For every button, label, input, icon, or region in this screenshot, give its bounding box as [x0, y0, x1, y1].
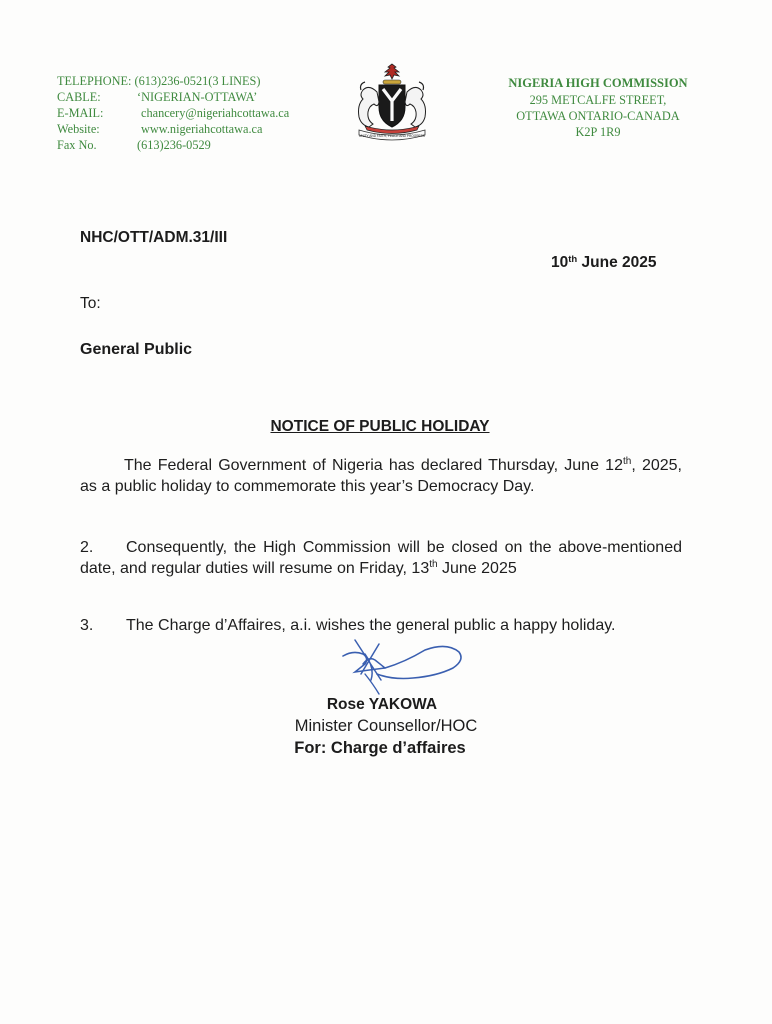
contact-label: Website: — [57, 122, 100, 136]
paragraph-1-text: The Federal Government of Nigeria has declared Thursday, June 12 — [124, 457, 623, 474]
coat-of-arms-icon — [347, 58, 437, 144]
paragraph-2 — [80, 537, 682, 579]
paragraph-2-text-cont: June 2025 — [437, 560, 517, 577]
paragraph-number: 3. — [80, 617, 94, 634]
paragraph-number: 2. — [80, 539, 94, 556]
contact-label: E-MAIL: — [57, 106, 104, 120]
contact-fax — [57, 137, 289, 153]
address-line: 295 METCALFE STREET, — [529, 93, 667, 107]
contact-label: CABLE: — [57, 90, 101, 104]
notice-title — [0, 418, 772, 436]
contact-value: (613)236-0529 — [137, 138, 211, 152]
contact-email — [57, 105, 289, 121]
paragraph-2-text: Consequently, the High Commission will be closed on the above-mentioned date, and regular duties will resume on Friday, 13 — [80, 539, 682, 577]
paragraph-3 — [80, 615, 682, 636]
signer-role: Minister Counsellor/HOC — [294, 717, 478, 735]
date-day: 10 — [551, 254, 569, 271]
signer-on-behalf: For: Charge d’affaires — [294, 739, 466, 757]
crest-motto: UNITY AND FAITH, PEACE AND PROGRESS — [359, 134, 425, 138]
letterhead-address — [498, 75, 698, 140]
contact-telephone — [57, 73, 289, 89]
contact-value: ‘NIGERIAN-OTTAWA’ — [137, 90, 258, 104]
notice-title-text: NOTICE OF PUBLIC HOLIDAY — [270, 418, 490, 435]
paragraph-1-text-cont: , 2025, as a public holiday to commemorate this year’s Democracy Day. — [80, 457, 682, 495]
signer-name: Rose YAKOWA — [326, 696, 438, 713]
date-suffix: th — [568, 254, 578, 265]
contact-value: (613)236-0521(3 LINES) — [134, 74, 261, 88]
organization-name: NIGERIA HIGH COMMISSION — [508, 76, 688, 90]
contact-label: TELEPHONE: — [57, 74, 132, 88]
address-line: K2P 1R9 — [575, 125, 621, 139]
contact-website — [57, 121, 289, 137]
contact-cable — [57, 89, 289, 105]
recipient: General Public — [80, 341, 193, 358]
signature-block — [0, 695, 772, 759]
contact-value: chancery@nigeriahcottawa.ca — [141, 106, 290, 120]
to-label: To: — [80, 295, 101, 312]
ordinal-suffix: th — [429, 559, 438, 570]
letter-date — [551, 254, 657, 272]
letterhead-contacts — [57, 73, 289, 153]
contact-label: Fax No. — [57, 138, 97, 152]
paragraph-1 — [80, 455, 682, 497]
date-rest: June 2025 — [577, 254, 657, 271]
reference-number: NHC/OTT/ADM.31/III — [80, 229, 228, 246]
ordinal-suffix: th — [622, 456, 632, 467]
paragraph-3-text: The Charge d’Affaires, a.i. wishes the general public a happy holiday. — [126, 617, 616, 634]
contact-value: www.nigeriahcottawa.ca — [141, 122, 263, 136]
handwritten-signature — [335, 634, 475, 696]
address-line: OTTAWA ONTARIO-CANADA — [516, 109, 680, 123]
